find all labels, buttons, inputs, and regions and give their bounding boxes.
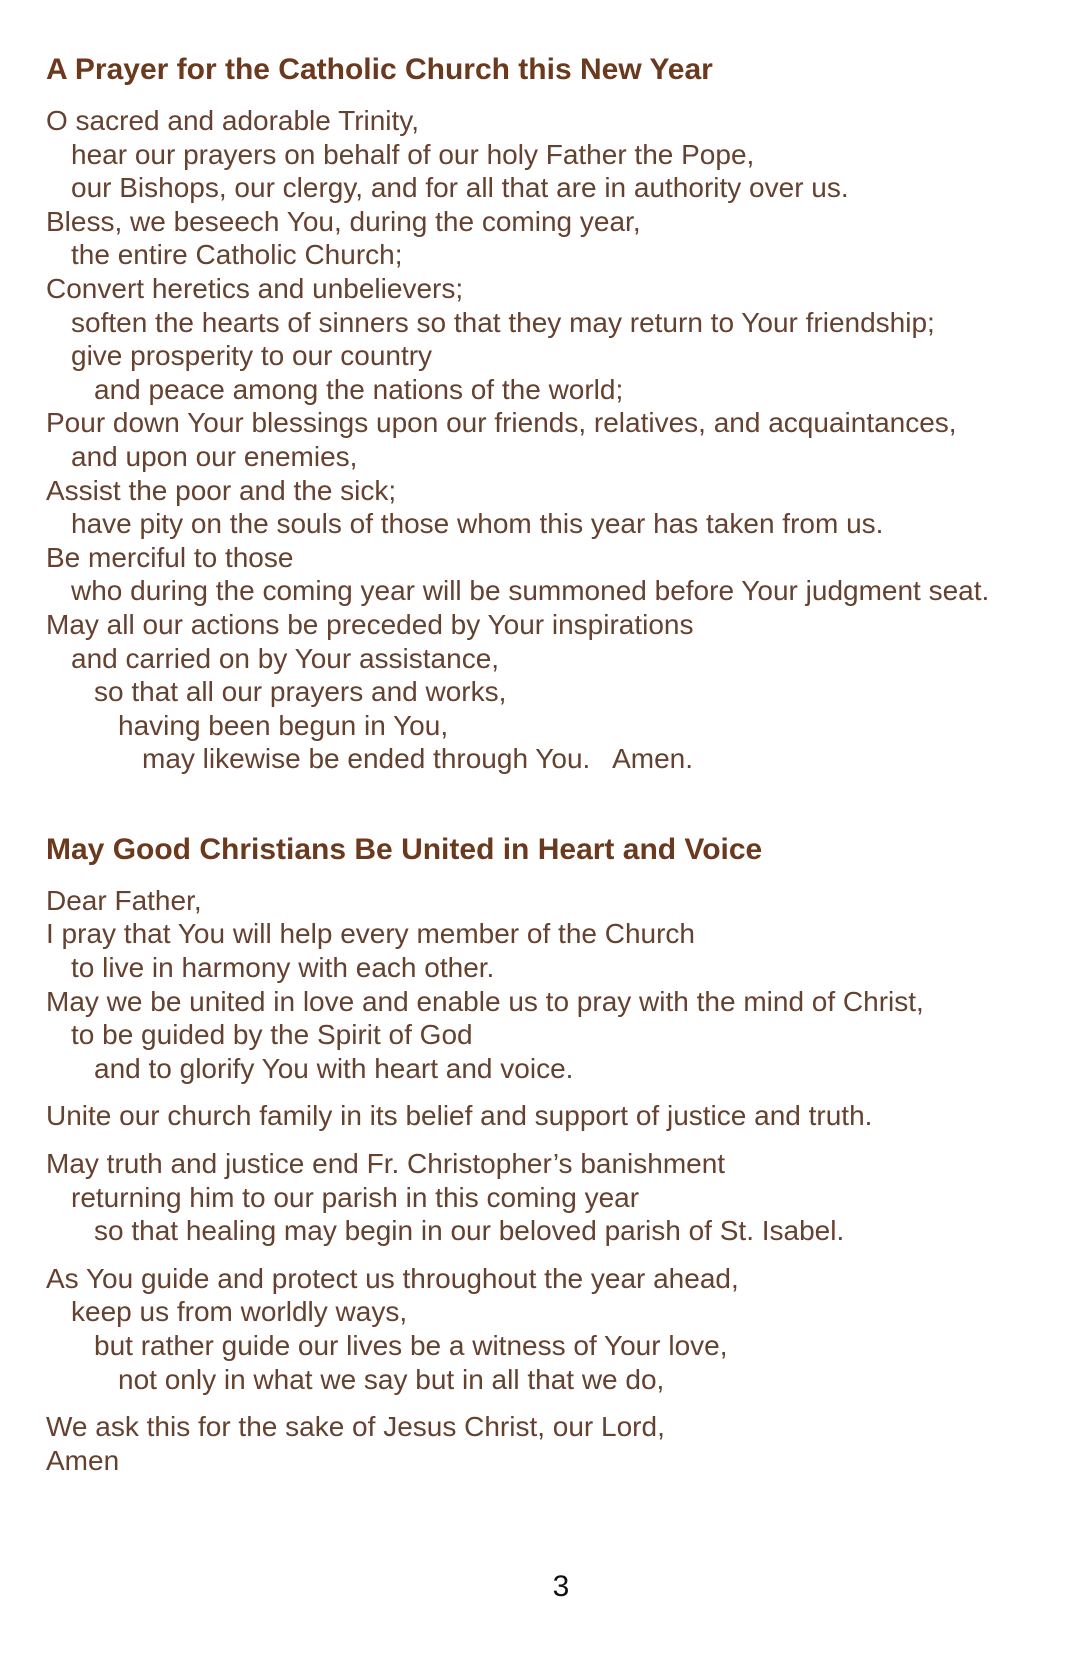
- prayer-line: Amen: [46, 1444, 120, 1476]
- prayer-line: so that healing may begin in our beloved parish of St. Isabel.: [94, 1215, 845, 1247]
- stanza: [46, 1410, 1076, 1477]
- prayer-line: and upon our enemies,: [71, 440, 358, 472]
- prayer-line: hear our prayers on behalf of our holy Father the Pope,: [71, 138, 755, 170]
- prayer-line: We ask this for the sake of Jesus Christ, our Lord,: [46, 1411, 665, 1443]
- stanza: [46, 884, 1076, 1086]
- section-heading: A Prayer for the Catholic Church this New Year: [46, 53, 713, 86]
- prayer-line: May we be united in love and enable us to pray with the mind of Christ,: [46, 985, 924, 1017]
- prayer-line: may likewise be ended through You. Amen.: [142, 743, 694, 775]
- prayer-line: returning him to our parish in this coming year: [71, 1181, 640, 1213]
- section-heading: May Good Christians Be United in Heart and Voice: [46, 832, 763, 866]
- stanza: [46, 104, 1076, 776]
- sections: [46, 52, 1076, 1477]
- prayer-section: [46, 52, 1076, 776]
- prayer-line: O sacred and adorable Trinity,: [46, 105, 420, 136]
- prayer-line: Bless, we beseech You, during the coming year,: [46, 205, 641, 237]
- prayer-line: to be guided by the Spirit of God: [71, 1019, 473, 1051]
- prayer-line: soften the hearts of sinners so that they may return to Your friendship;: [71, 306, 935, 338]
- prayer-section: [46, 832, 1076, 1478]
- prayer-line: to live in harmony with each other.: [71, 952, 495, 984]
- prayer-line: but rather guide our lives be a witness of Your love,: [94, 1330, 728, 1361]
- prayer-line: May all our actions be preceded by Your inspirations: [46, 608, 694, 640]
- prayer-line: and to glorify You with heart and voice.: [94, 1052, 574, 1084]
- prayer-line: As You guide and protect us throughout the year ahead,: [46, 1262, 739, 1294]
- prayer-line: keep us from worldly ways,: [71, 1296, 408, 1328]
- prayer-line: I pray that You will help every member of the Church: [46, 918, 696, 950]
- stanza: [46, 1099, 1076, 1133]
- page-number: 3: [552, 1570, 570, 1604]
- prayer-line: give prosperity to our country: [71, 340, 433, 372]
- prayer-line: Unite our church family in its belief and support of justice and truth.: [46, 1100, 873, 1132]
- prayer-line: May truth and justice end Fr. Christopher’s banishment: [46, 1148, 726, 1180]
- prayer-line: and carried on by Your assistance,: [71, 642, 500, 674]
- prayer-line: have pity on the souls of those whom this year has taken from us.: [71, 508, 884, 540]
- prayer-line: Dear Father,: [46, 884, 202, 916]
- prayer-line: Be merciful to those: [46, 541, 294, 573]
- prayer-line: and peace among the nations of the world;: [94, 373, 624, 405]
- prayer-line: who during the coming year will be summoned before Your judgment seat.: [71, 575, 990, 607]
- prayer-line: our Bishops, our clergy, and for all that are in authority over us.: [71, 172, 849, 204]
- prayer-line: having been begun in You,: [118, 709, 449, 741]
- prayer-line: Assist the poor and the sick;: [46, 474, 397, 506]
- stanza: [46, 1147, 1076, 1248]
- prayer-line: not only in what we say but in all that we do,: [118, 1363, 665, 1395]
- prayer-line: the entire Catholic Church;: [71, 239, 403, 271]
- prayer-line: Convert heretics and unbelievers;: [46, 272, 464, 304]
- prayer-line: Pour down Your blessings upon our friends, relatives, and acquaintances,: [46, 407, 957, 439]
- prayer-line: so that all our prayers and works,: [94, 676, 507, 708]
- stanza: [46, 1262, 1076, 1396]
